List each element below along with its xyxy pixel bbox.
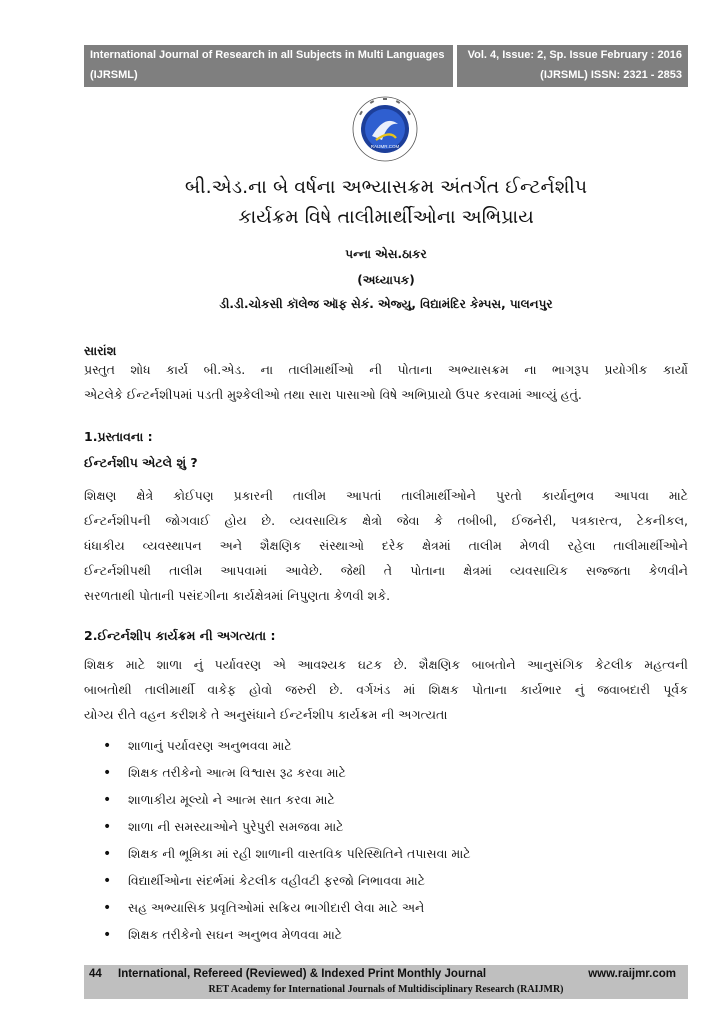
author-role: (અધ્યાપક)	[357, 273, 415, 287]
journal-footer	[84, 965, 688, 999]
list-item: • શિક્ષક ની ભૂમિકા માં રહી શાળાની વાસ્તવિક પરિસ્થિતિને તપાસવા માટે	[100, 844, 660, 871]
academy-name: RET Academy for International Journals of Multidisciplinary Research (RAIJMR)	[208, 984, 564, 995]
section-1-heading: 1.પ્રસ્તાવના :	[84, 429, 153, 444]
section-1-body	[84, 483, 688, 608]
list-item: • શિક્ષક તરીકેનો સઘન અનુભવ મેળવવા માટે	[100, 925, 660, 952]
list-item: • શાળા ની સમસ્યાઓને પુરેપુરી સમજવા માટે	[100, 817, 660, 844]
issn: (IJRSML) ISSN: 2321 - 2853	[540, 69, 682, 81]
list-item: • વિદ્યાર્થીઓના સંદર્ભમાં કેટલીક વહીવટી ફરજો નિભાવવા માટે	[100, 871, 660, 898]
section-1-line: ઈન્ટર્નશીપથી તાલીમ આપવામાં આવેછે. જેથી તે પોતાના ક્ષેત્રમાં વ્યવસાયિક સજ્જતા કેળવીને	[84, 563, 688, 578]
section-1-line: શિક્ષણ ક્ષેત્રે કોઈપણ પ્રકારની તાલીમ આપતાં તાલીમાર્થીઓને પુરતો કાર્યાનુભવ આપવા માટે	[84, 488, 688, 503]
author-name: પન્ના એસ.ઠાકર	[345, 247, 427, 261]
abstract-heading: સારાંશ	[84, 343, 117, 358]
journal-url[interactable]: www.raijmr.com	[588, 968, 676, 980]
journal-abbr: (IJRSML)	[90, 69, 138, 81]
section-1-subheading: ઈન્ટર્નશીપ એટલે શું ?	[84, 455, 198, 470]
journal-header	[84, 45, 688, 87]
section-2-line: બાબતોથી તાલીમાર્થી વાકેફ હોવો જરુરી છે. વર્ગખંડ માં શિક્ષક પોતાના કાર્યભાર નું જવાબદારી પૂર્વક	[84, 682, 688, 697]
section-2-line: યોગ્ય રીતે વહન કરીશકે તે અનુસંધાને ઈન્ટર્નશીપ કાર્યક્રમ ની અગત્યતા	[84, 707, 448, 722]
section-1-line: સરળતાથી પોતાની પસંદગીના કાર્યક્ષેત્રમાં નિપુણતા કેળવી શકે.	[84, 588, 391, 603]
section-1-line: ઈન્ટર્નશીપની જોગવાઈ હોય છે. વ્યવસાયિક ક્ષેત્રો જેવા કે તબીબી, ઈજનેરી, પત્રકારત્વ, ટેકનીકલ,	[84, 513, 688, 528]
author-affiliation: ડી.ડી.ચોકસી કૉલેજ ઑફ સેકં. એજ્યુ, વિદ્યામંદિર કેમ્પસ, પાલનપુર	[219, 297, 553, 311]
paper-title-line-2: કાર્યક્રમ વિષે તાલીમાર્થીઓના અભિપ્રાય	[238, 206, 534, 228]
volume-issue: Vol. 4, Issue: 2, Sp. Issue February : 2016	[467, 49, 682, 61]
journal-type: International, Refereed (Reviewed) & Indexed Print Monthly Journal	[118, 968, 487, 980]
list-item: • સહ અભ્યાસિક પ્રવૃતિઓમાં સક્રિય ભાગીદારી લેવા માટે અને	[100, 898, 660, 925]
section-2-line: શિક્ષક માટે શાળા નું પર્યાવરણ એ આવશ્યક ઘટક છે. શૈક્ષણિક બાબતોને આનુસંગિક કેટલીક મહત્વની	[84, 657, 688, 672]
section-1-line: ધંધાકીય વ્યવસ્થાપન અને શૈક્ષણિક સંસ્થાઓ દરેક ક્ષેત્રમાં તાલીમ મેળવી રહેલા તાલીમાર્થીઓને	[84, 538, 688, 553]
journal-name: International Journal of Research in all Subjects in Multi Languages	[90, 49, 445, 61]
abstract-line: પ્રસ્તુત શોધ કાર્ય બી.એડ. ના તાલીમાર્થીઓ ની પોતાના અભ્યાસક્રમ ના ભાગરૂપ પ્રયોગીક કાર્યો	[84, 362, 688, 377]
abstract-line: એટલેકે ઈન્ટર્નશીપમાં પડતી મુશ્કેલીઓ તથા સારા પાસાઓ વિષે અભિપ્રાયો ઉપર કરવામાં આવ્યું હતું.	[84, 387, 582, 402]
header-right	[457, 45, 688, 87]
section-2-body	[84, 652, 688, 727]
list-item: • શિક્ષક તરીકેનો આત્મ વિશ્વાસ રૂઢ કરવા માટે	[100, 763, 660, 790]
page-number: 44	[89, 968, 102, 980]
paper-title-line-1: બી.એડ.ના બે વર્ષના અભ્યાસક્રમ અંતર્ગત ઈન્ટર્નશીપ	[184, 176, 588, 198]
list-item: • શાળાકીય મૂલ્યો ને આત્મ સાત કરવા માટે	[100, 790, 660, 817]
section-2-heading: 2.ઈન્ટર્નશીપ કાર્યક્રમ ની અગત્યતા :	[84, 628, 276, 643]
logo-text: RAIJMR.COM	[370, 144, 400, 149]
list-item: • શાળાનું પર્યાવરણ અનુભવવા માટે	[100, 736, 660, 763]
importance-list	[100, 736, 660, 952]
raijmr-seal-logo-icon	[352, 96, 418, 162]
header-left	[84, 45, 453, 87]
abstract-body	[84, 357, 688, 407]
